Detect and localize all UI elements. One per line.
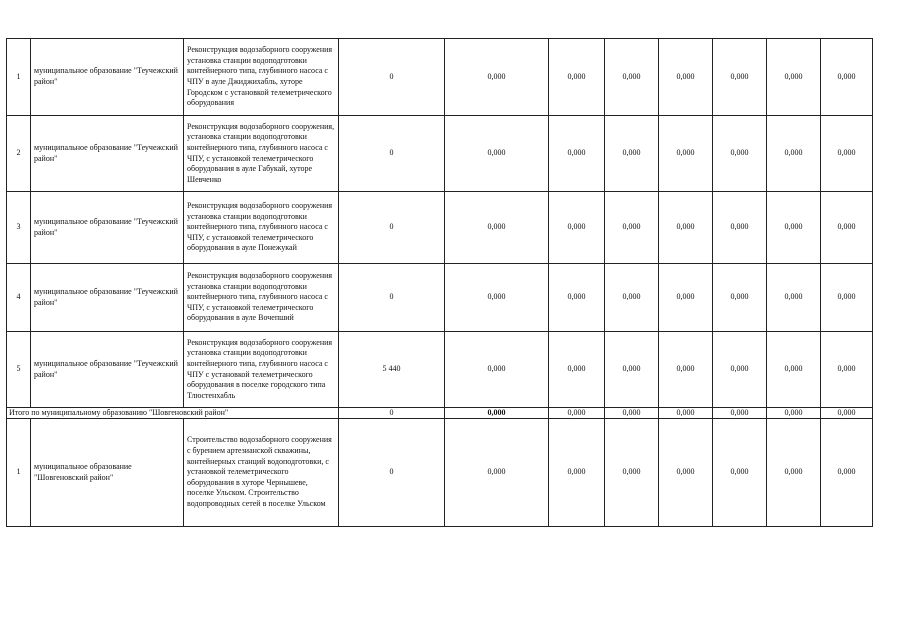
value-cell: 0,000 [605, 332, 659, 408]
total-label: Итого по муниципальному образованию "Шовгеновский район" [7, 408, 339, 419]
value-cell: 0,000 [821, 264, 873, 332]
value-cell: 0,000 [767, 419, 821, 527]
total-value-cell: 0,000 [605, 408, 659, 419]
value-cell: 0,000 [713, 39, 767, 116]
table-row [7, 264, 873, 332]
row-number: 4 [7, 264, 31, 332]
value-cell: 0,000 [713, 116, 767, 192]
row-number: 3 [7, 192, 31, 264]
value-cell: 0,000 [549, 39, 605, 116]
value-cell: 0,000 [659, 419, 713, 527]
municipality-cell: муниципальное образование "Теучежский район" [31, 116, 184, 192]
value-cell: 0,000 [549, 419, 605, 527]
value-cell: 0,000 [713, 192, 767, 264]
value-cell: 0,000 [445, 192, 549, 264]
total-row [7, 408, 873, 419]
value-cell: 0,000 [659, 39, 713, 116]
value-cell: 0,000 [605, 116, 659, 192]
value-cell: 0,000 [605, 192, 659, 264]
municipality-cell: муниципальное образование "Шовгеновский район" [31, 419, 184, 527]
value-cell: 0,000 [659, 116, 713, 192]
value-cell: 0,000 [821, 116, 873, 192]
municipality-cell: муниципальное образование "Теучежский район" [31, 264, 184, 332]
amount-cell: 0 [339, 264, 445, 332]
value-cell: 0,000 [549, 116, 605, 192]
table-row [7, 192, 873, 264]
value-cell: 0,000 [445, 264, 549, 332]
total-value-cell: 0,000 [659, 408, 713, 419]
amount-cell: 0 [339, 419, 445, 527]
municipality-cell: муниципальное образование "Теучежский район" [31, 39, 184, 116]
project-description-cell: Реконструкция водозаборного сооружения, установка станции водоподготовки контейнерного типа, глубинного насоса с ЧПУ, с установкой телеметрического оборудования в ауле Габукай, хуторе Шевченко [184, 116, 339, 192]
value-cell: 0,000 [549, 192, 605, 264]
project-description-cell: Реконструкция водозаборного сооружения установка станции водоподготовки контейнерного типа, глубинного насоса с ЧПУ с установкой телеметрического оборудования в поселке городского типа Тлюстенхабль [184, 332, 339, 408]
value-cell: 0,000 [821, 332, 873, 408]
amount-cell: 0 [339, 192, 445, 264]
municipality-cell: муниципальное образование "Теучежский район" [31, 332, 184, 408]
table-row [7, 419, 873, 527]
table-row [7, 39, 873, 116]
value-cell: 0,000 [821, 419, 873, 527]
value-cell: 0,000 [445, 39, 549, 116]
table-row [7, 116, 873, 192]
value-cell: 0,000 [767, 192, 821, 264]
row-number: 1 [7, 39, 31, 116]
value-cell: 0,000 [659, 332, 713, 408]
project-description-cell: Реконструкция водозаборного сооружения установка станции водоподготовки контейнерного типа, глубинного насоса с ЧПУ, с установкой телеметрического оборудования в ауле Понежукай [184, 192, 339, 264]
total-value-cell: 0,000 [713, 408, 767, 419]
value-cell: 0,000 [605, 264, 659, 332]
value-cell: 0,000 [767, 116, 821, 192]
amount-cell: 0 [339, 116, 445, 192]
total-amount-cell: 0 [339, 408, 445, 419]
value-cell: 0,000 [549, 264, 605, 332]
value-cell: 0,000 [713, 332, 767, 408]
row-number: 5 [7, 332, 31, 408]
value-cell: 0,000 [659, 264, 713, 332]
total-value-cell: 0,000 [821, 408, 873, 419]
value-cell: 0,000 [767, 332, 821, 408]
total-value-cell: 0,000 [767, 408, 821, 419]
value-cell: 0,000 [767, 39, 821, 116]
project-description-cell: Строительство водозаборного сооружения с бурением артезианской скважины, контейнерных станций водоподготовки, с установкой телеметрического оборудования в хуторе Чернышеве, поселке Ульском. Строительство водопроводных сетей в поселке Ульском [184, 419, 339, 527]
value-cell: 0,000 [549, 332, 605, 408]
value-cell: 0,000 [445, 116, 549, 192]
amount-cell: 5 440 [339, 332, 445, 408]
row-number: 2 [7, 116, 31, 192]
row-number: 1 [7, 419, 31, 527]
value-cell: 0,000 [821, 39, 873, 116]
value-cell: 0,000 [713, 419, 767, 527]
total-value-cell: 0,000 [445, 408, 549, 419]
value-cell: 0,000 [659, 192, 713, 264]
total-value-cell: 0,000 [549, 408, 605, 419]
value-cell: 0,000 [605, 419, 659, 527]
value-cell: 0,000 [445, 419, 549, 527]
amount-cell: 0 [339, 39, 445, 116]
municipality-cell: муниципальное образование "Теучежский район" [31, 192, 184, 264]
project-description-cell: Реконструкция водозаборного сооружения установка станции водоподготовки контейнерного типа, глубинного насоса с ЧПУ в ауле Джиджихабль, хуторе Городском с установкой телеметрического оборудования [184, 39, 339, 116]
value-cell: 0,000 [767, 264, 821, 332]
value-cell: 0,000 [605, 39, 659, 116]
project-description-cell: Реконструкция водозаборного сооружения установка станции водоподготовки контейнерного типа, глубинного насоса с ЧПУ, с установкой телеметрического оборудования в ауле Вочепший [184, 264, 339, 332]
value-cell: 0,000 [821, 192, 873, 264]
table-row [7, 332, 873, 408]
value-cell: 0,000 [713, 264, 767, 332]
value-cell: 0,000 [445, 332, 549, 408]
financing-table [6, 38, 873, 527]
